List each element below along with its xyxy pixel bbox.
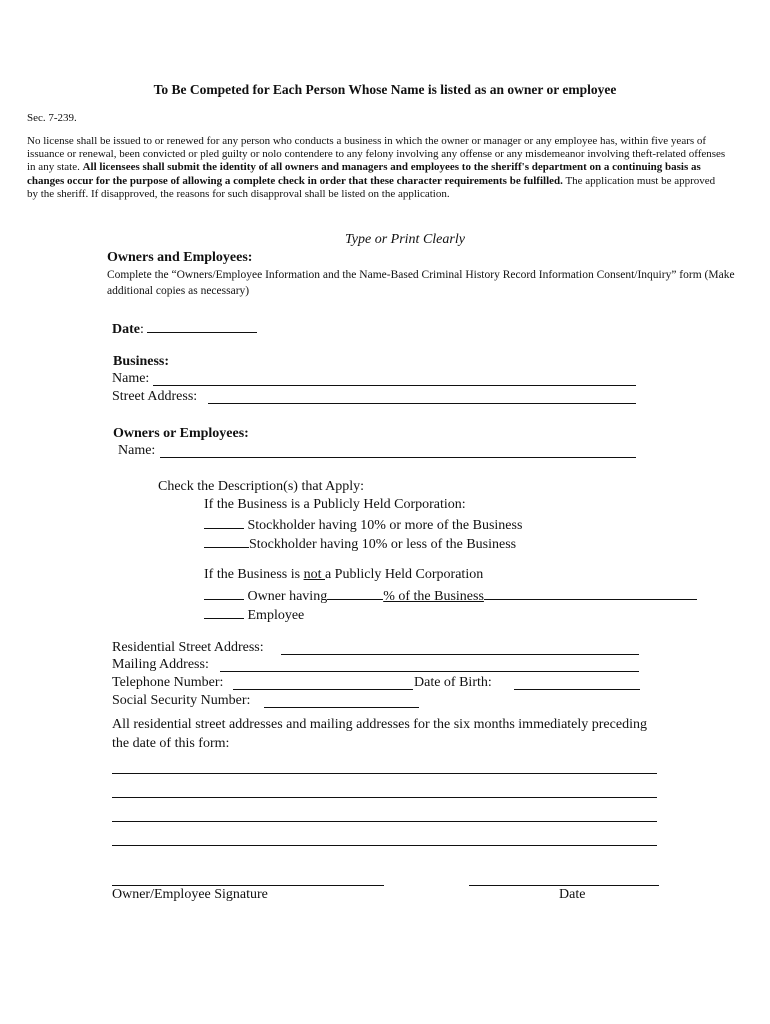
not-public-pre: If the Business is [204, 567, 304, 582]
not-public-post: a Publicly Held Corporation [324, 567, 484, 582]
date-field[interactable] [147, 318, 257, 333]
legal-paragraph [27, 135, 727, 201]
owner-having-checkbox[interactable] [204, 585, 244, 600]
employee-label: Employee [247, 608, 305, 623]
owners-employees-heading: Owners or Employees: [113, 426, 249, 441]
owner-percent-field[interactable] [327, 585, 383, 600]
not-public-not: not [303, 567, 325, 582]
business-street-field[interactable] [208, 403, 636, 404]
owners-heading: Owners and Employees: [107, 250, 253, 265]
signature-label: Owner/Employee Signature [112, 887, 268, 902]
stockholder-more-checkbox[interactable] [204, 514, 244, 529]
address-history-line-3[interactable] [112, 821, 657, 822]
business-heading: Business: [113, 354, 170, 369]
mailing-label: Mailing Address: [112, 657, 209, 672]
public-corp-heading: If the Business is a Publicly Held Corporation: [204, 497, 466, 512]
address-history-line-1[interactable] [112, 773, 657, 774]
paragraph-text-2: The application must be approved by the sheriff. If disapproved, the reasons for such disapproval shall be listed on the application. [27, 174, 716, 200]
all-addresses-instruction: All residential street addresses and mailing addresses for the six months immediately preceding the date of this form: [112, 717, 647, 751]
stockholder-less-checkbox[interactable] [204, 533, 249, 548]
not-public-heading [204, 567, 483, 583]
owner-having-row [204, 585, 697, 605]
stockholder-more-label: Stockholder having 10% or more of the Business [247, 518, 523, 533]
type-or-print-note: Type or Print Clearly [345, 232, 465, 247]
form-title: To Be Competed for Each Person Whose Name is listed as an owner or employee [153, 82, 617, 97]
residential-label: Residential Street Address: [112, 640, 264, 655]
paragraph-bold-text: All licensees shall submit the identity of all owners and managers and employees to the sheriff's department on a continuing basis as changes occur for the purpose of allowing a complete check in order that these character requirements be fulfilled. [27, 161, 701, 187]
ssn-field[interactable] [264, 707, 419, 708]
check-intro: Check the Description(s) that Apply: [158, 479, 365, 494]
date-label: Date [112, 322, 140, 337]
signature-date-line[interactable] [469, 885, 659, 886]
paragraph-text-1: No license shall be issued to or renewed for any person who conducts a business in which the owner or manager or any employee has, within five years of issuance or renewal, been convicted or pled guilty or nolo contendere to any felony involving any offense or any misdemeanor involving theft-related offenses in any state. [27, 135, 726, 174]
business-name-label: Name: [112, 371, 150, 386]
business-name-field[interactable] [153, 385, 636, 386]
stockholder-less-row [204, 533, 516, 553]
section-reference: Sec. 7-239. [27, 112, 77, 124]
date-row: Date: [112, 318, 257, 338]
dob-field[interactable] [514, 689, 640, 690]
telephone-label: Telephone Number: [112, 675, 224, 690]
ssn-label: Social Security Number: [112, 693, 251, 708]
stockholder-less-label: Stockholder having 10% or less of the Business [249, 537, 517, 552]
residential-field[interactable] [281, 654, 639, 655]
owner-having-extra-line [484, 585, 697, 600]
mailing-field[interactable] [220, 671, 639, 672]
business-street-label: Street Address: [112, 389, 198, 404]
stockholder-more-row [204, 514, 522, 534]
signature-line[interactable] [112, 885, 384, 886]
address-history-line-2[interactable] [112, 797, 657, 798]
employee-checkbox[interactable] [204, 604, 244, 619]
owner-name-field[interactable] [160, 457, 636, 458]
signature-date-label: Date [559, 887, 586, 902]
owner-having-label: Owner having [247, 589, 328, 604]
complete-instruction: Complete the “Owners/Employee Information and the Name-Based Criminal History Record Information Consent/Inquiry” form (Make additional copies as necessary) [107, 269, 735, 297]
of-business-label: % of the Business [383, 589, 484, 604]
dob-label: Date of Birth: [414, 675, 492, 690]
employee-row [204, 604, 304, 624]
owner-name-label: Name: [118, 443, 156, 458]
address-history-line-4[interactable] [112, 845, 657, 846]
telephone-field[interactable] [233, 689, 413, 690]
